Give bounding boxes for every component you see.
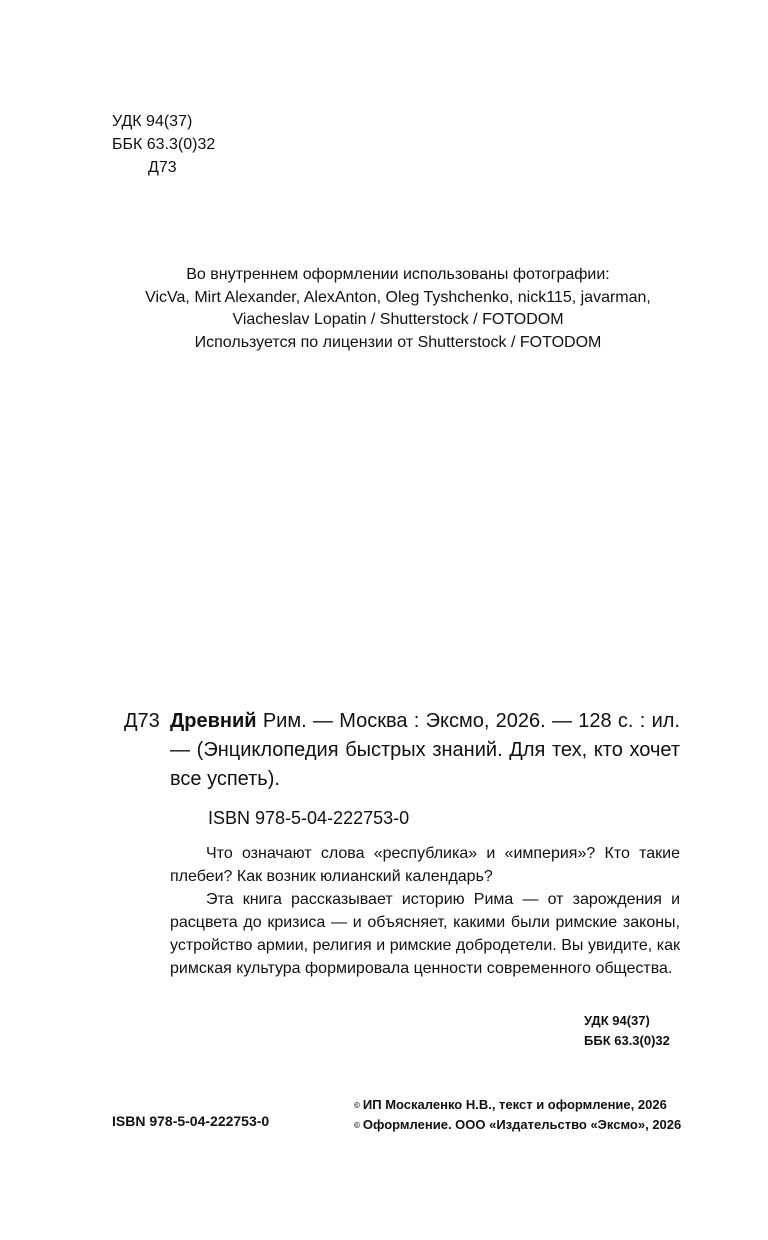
udk-code: УДК 94(37)	[112, 113, 193, 130]
copyright-icon: ©	[354, 1101, 360, 1110]
annotation-paragraph: Эта книга рассказывает историю Рима — от зарождения и расцвета до кризиса — и объясняет, какими были римские законы, устройство армии, религия и римские добродетели. Вы увидите, как римская культура формировала ценности современного общества.	[170, 891, 680, 977]
copyright-line	[354, 1115, 681, 1135]
credits-line: VicVa, Mirt Alexander, AlexAnton, Oleg Tyshchenko, nick115, javarman,	[145, 288, 651, 306]
isbn-main: ISBN 978-5-04-222753-0	[208, 808, 410, 828]
udk-code: УДК 94(37)	[584, 1013, 650, 1028]
copyright-text: ИП Москаленко Н.В., текст и оформление, 2026	[362, 1097, 667, 1112]
bibliographic-code: Д73	[124, 710, 160, 732]
credits-line: Используется по лицензии от Shutterstock / FOTODOM	[194, 333, 602, 351]
copyright-icon: ©	[354, 1121, 360, 1130]
copyright-block	[354, 1095, 681, 1135]
credits-line: Во внутреннем оформлении использованы фотографии:	[186, 266, 610, 283]
book-title: Древний	[170, 710, 257, 732]
isbn-footer: ISBN 978-5-04-222753-0	[112, 1113, 270, 1129]
bbk-code: ББК 63.3(0)32	[112, 136, 216, 153]
bbk-code: ББК 63.3(0)32	[584, 1033, 670, 1048]
entry-text: Рим. — Москва : Эксмо, 2026. — 128 с. : ил. — (Энциклопедия быстрых знаний. Для тех, кто хочет все успеть).	[170, 710, 680, 790]
copyright-line	[354, 1095, 681, 1115]
copyright-text: Оформление. ООО «Издательство «Эксмо», 2026	[362, 1117, 682, 1132]
annotation	[170, 842, 680, 980]
photo-credits	[100, 264, 696, 354]
annotation-paragraph: Что означают слова «республика» и «империя»? Кто такие плебеи? Как возник юлианский календарь?	[170, 845, 680, 885]
catalog-codes-bottom	[584, 1011, 670, 1051]
credits-line: Viacheslav Lopatin / Shutterstock / FOTODOM	[232, 311, 564, 328]
catalog-codes-top	[112, 110, 215, 179]
author-mark: Д73	[148, 159, 177, 176]
bibliographic-entry	[170, 707, 680, 794]
